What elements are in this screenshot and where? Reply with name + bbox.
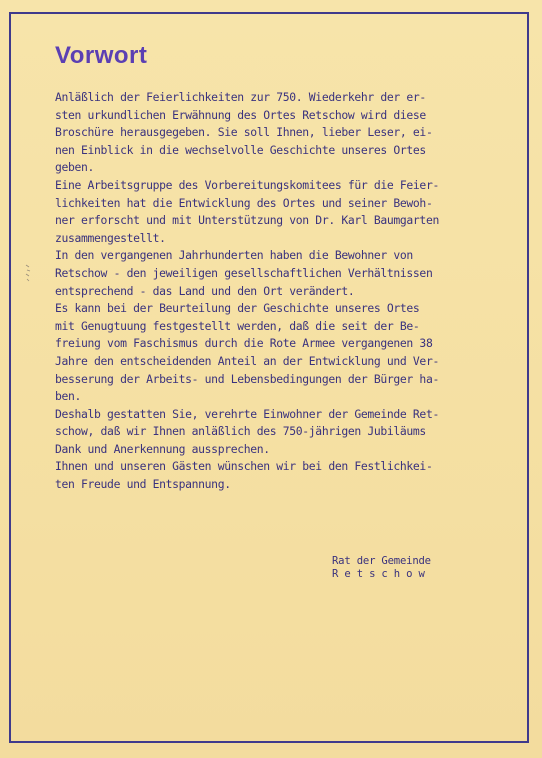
text-line: Ihnen und unseren Gästen wünschen wir bei den Festlichkei- [55, 459, 433, 474]
text-line: entsprechend - das Land und den Ort verändert. [55, 283, 355, 298]
text-line: Dank und Anerkennung aussprechen. [55, 441, 270, 456]
text-line: Jahre den entscheidenden Anteil an der Entwicklung und Ver- [55, 353, 439, 368]
text-line: besserung der Arbeits- und Lebensbedingungen der Bürger ha- [55, 371, 439, 386]
signature-line-council: Rat der Gemeinde [332, 555, 431, 567]
signature-line-town: R e t s c h o w [332, 568, 425, 580]
text-line: In den vergangenen Jahrhunderten haben die Bewohner von [55, 248, 413, 263]
page-title: Vorwort [55, 42, 148, 69]
text-line: Es kann bei der Beurteilung der Geschichte unseres Ortes [55, 301, 420, 316]
text-line: mit Genugtuung festgestellt werden, daß die seit der Be- [55, 318, 420, 333]
text-line: Deshalb gestatten Sie, verehrte Einwohner der Gemeinde Ret- [55, 406, 439, 421]
text-line: freiung vom Faschismus durch die Rote Armee vergangenen 38 [55, 336, 433, 351]
signature-block [332, 555, 431, 581]
text-line: Broschüre herausgegeben. Sie soll Ihnen, lieber Leser, ei- [55, 125, 433, 140]
text-line: zusammengestellt. [55, 230, 166, 245]
text-line: lichkeiten hat die Entwicklung des Ortes und seiner Bewoh- [55, 195, 433, 210]
foreword-text [55, 89, 525, 494]
text-line: schow, daß wir Ihnen anläßlich des 750-jährigen Jubiläums [55, 424, 426, 439]
text-line: Anläßlich der Feierlichkeiten zur 750. Wiederkehr der er- [55, 90, 426, 104]
text-line: Eine Arbeitsgruppe des Vorbereitungskomitees für die Feier- [55, 177, 439, 192]
text-line: nen Einblick in die wechselvolle Geschichte unseres Ortes [55, 142, 426, 157]
text-line: ben. [55, 389, 82, 404]
text-line: Retschow - den jeweiligen gesellschaftlichen Verhältnissen [55, 265, 433, 280]
text-line: ten Freude und Entspannung. [55, 477, 231, 492]
text-line: geben. [55, 160, 95, 175]
text-line: sten urkundlichen Erwähnung des Ortes Retschow wird diese [55, 107, 426, 122]
text-line: ner erforscht und mit Unterstützung von Dr. Karl Baumgarten [55, 213, 439, 228]
margin-pencil-mark [25, 263, 31, 283]
